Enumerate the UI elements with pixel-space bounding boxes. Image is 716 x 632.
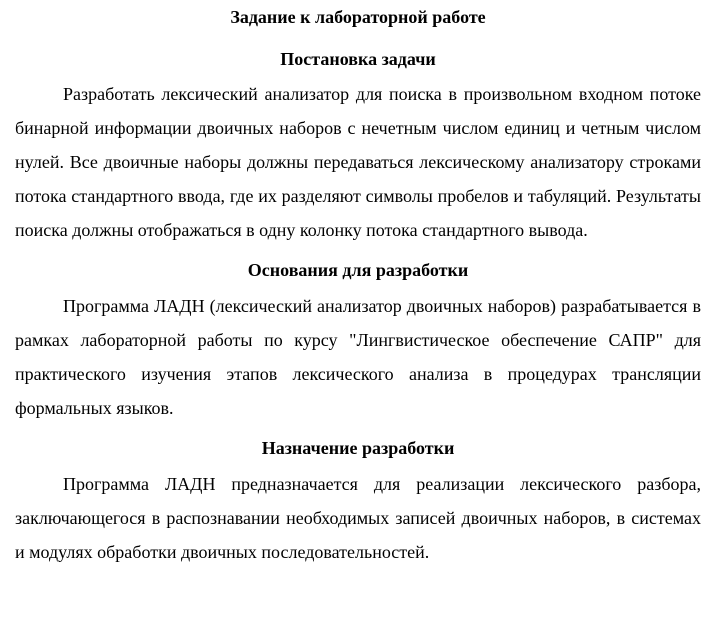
- section-text-task: Разработать лексический анализатор для поиска в произвольном входном потоке бинарной информации двоичных наборов с нечетным числом единиц и четным числом нулей. Все двоичные наборы должны передаваться лексическому анализатору строками потока стандартного ввода, где их разделяют символы пробелов и табуляций. Результаты поиска должны отображаться в одну колонку потока стандартного вывода.: [15, 84, 701, 240]
- section-text-purpose: Программа ЛАДН предназначается для реализации лексического разбора, заключающегося в распознавании необходимых записей двоичных наборов, в системах и модулях обработки двоичных последовательностей.: [15, 474, 701, 562]
- section-heading-task: Постановка задачи: [280, 49, 436, 69]
- document-title: Задание к лабораторной работе: [230, 7, 486, 27]
- section-heading-purpose: Назначение разработки: [261, 438, 455, 458]
- section-heading-grounds: Основания для разработки: [247, 260, 469, 280]
- section-text-grounds: Программа ЛАДН (лексический анализатор двоичных наборов) разрабатывается в рамках лабораторной работы по курсу "Лингвистическое обеспечение САПР" для практического изучения этапов лексического анализа в процедурах трансляции формальных языков.: [15, 296, 701, 418]
